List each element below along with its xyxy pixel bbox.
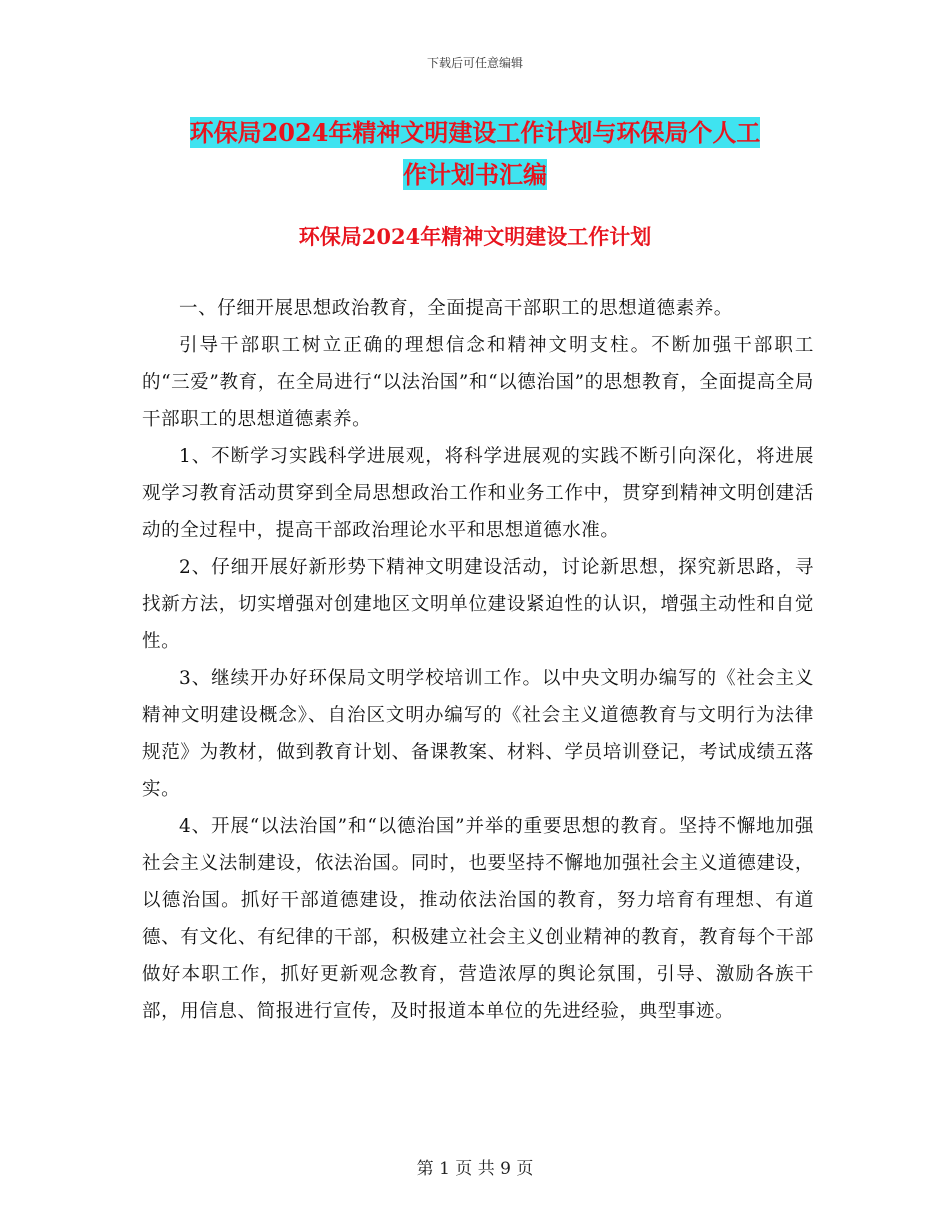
paragraph-5: 3、继续开办好环保局文明学校培训工作。以中央文明办编写的《社会主义精神文明建设概念》、自治区文明办编写的《社会主义道德教育与文明行为法律规范》为教材，做到教育计划、备课教案、材料、学员培训登记，考试成绩五落实。 [142, 668, 814, 800]
section-title: 环保局2024年精神文明建设工作计划 [298, 224, 652, 249]
paragraph-4: 2、仔细开展好新形势下精神文明建设活动，讨论新思想，探究新思路，寻找新方法，切实增强对创建地区文明单位建设紧迫性的认识，增强主动性和自觉性。 [142, 557, 814, 652]
paragraph-2: 引导干部职工树立正确的理想信念和精神文明支柱。不断加强干部职工的“三爱”教育，在全局进行“以法治国”和“以德治国”的思想教育，全面提高全局干部职工的思想道德素养。 [142, 335, 814, 430]
body-text [142, 290, 814, 1030]
page-number-footer: 第 1 页 共 9 页 [416, 1159, 534, 1179]
document-title-line-1 [0, 112, 950, 154]
document-title-line-2 [0, 154, 950, 196]
paragraph-1: 一、仔细开展思想政治教育，全面提高干部职工的思想道德素养。 [179, 298, 733, 319]
header-note: 下载后可任意编辑 [426, 56, 523, 70]
document-title [0, 112, 950, 196]
title-highlight-1: 环保局2024年精神文明建设工作计划与环保局个人工 [189, 118, 761, 147]
title-highlight-2: 作计划书汇编 [403, 160, 547, 189]
paragraph-6: 4、开展“以法治国”和“以德治国”并举的重要思想的教育。坚持不懈地加强社会主义法制建设，依法治国。同时，也要坚持不懈地加强社会主义道德建设，以德治国。抓好干部道德建设，推动依法治国的教育，努力培育有理想、有道德、有文化、有纪律的干部，积极建立社会主义创业精神的教育，教育每个干部做好本职工作，抓好更新观念教育，营造浓厚的舆论氛围，引导、激励各族干部，用信息、简报进行宣传，及时报道本单位的先进经验，典型事迹。 [142, 816, 814, 1022]
paragraph-3: 1、不断学习实践科学进展观，将科学进展观的实践不断引向深化，将进展观学习教育活动贯穿到全局思想政治工作和业务工作中，贯穿到精神文明创建活动的全过程中，提高干部政治理论水平和思想道德水准。 [142, 446, 814, 541]
